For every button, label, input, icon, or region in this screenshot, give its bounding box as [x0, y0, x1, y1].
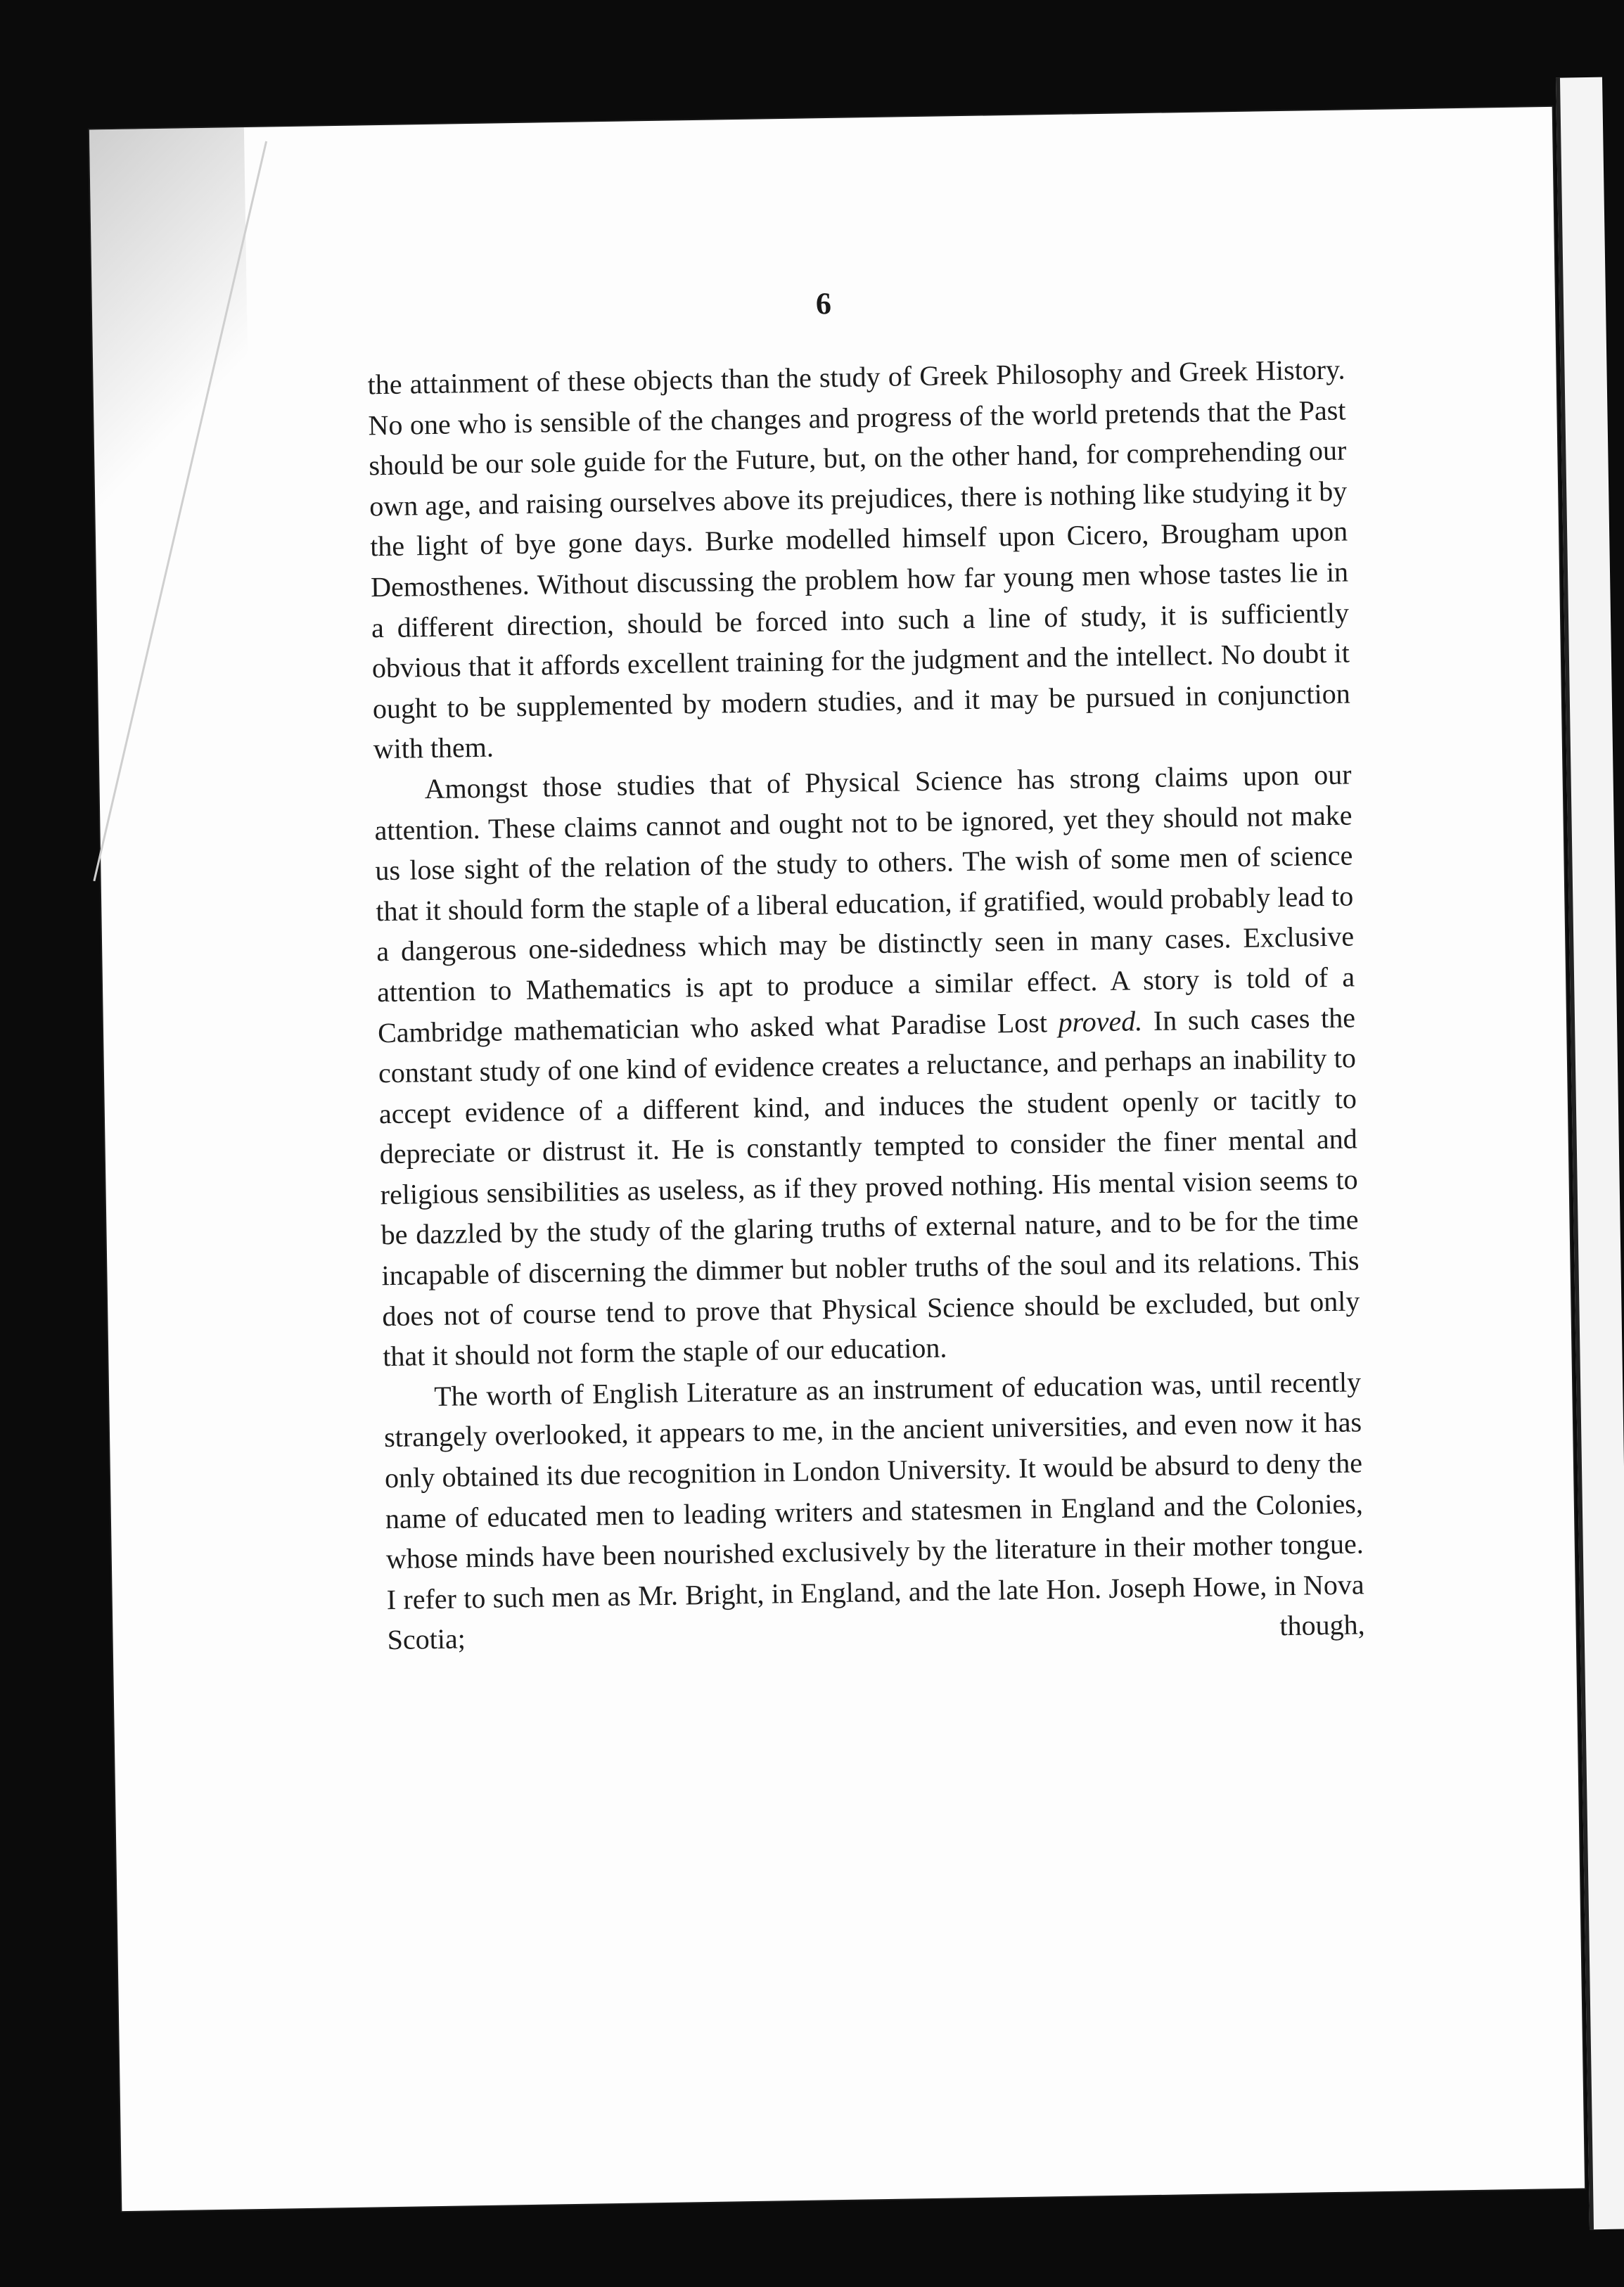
- paragraph-2-part-2: In such cases the constant study of one kind of evidence creates a reluctance, and perhaps an inability to accept evidence of a different kind, and induces the student openly or tacitly to depreciate or distrust it. He is constantly tempted to consider the finer mental and religious sensibilities as useless, as if they proved nothing. His mental vision seems to be dazzled by the study of the glaring truths of external nature, and to be for the time incapable of discerning the dimmer but nobler truths of the soul and its relations. This does not of course tend to prove that Physical Science should be excluded, but only that it should not form the staple of our education.: [378, 1001, 1360, 1373]
- paragraph-1: the attainment of these objects than the study of Greek Philosophy and Greek History. No one who is sensible of the changes and progress of the world pretends that the Past should be our sole guide for the Future, but, on the other hand, for comprehending our own age, and raising ourselves above its prejudices, there is nothing like studying it by the light of bye gone days. Burke modelled himself upon Cicero, Brougham upon Demosthenes. Without discussing the problem how far young men whose tastes lie in a different direction, should be forced into such a line of study, it is sufficiently obvious that it affords excellent training for the judgment and the intellect. No doubt it ought to be supplemented by modern studies, and it may be pursued in conjunction with them.: [367, 353, 1351, 765]
- italic-word-proved: proved.: [1058, 1004, 1143, 1038]
- paragraph-2-part-1: Amongst those studies that of Physical Science has strong claims upon our attention. These claims cannot and ought not to be ignored, yet they should not make us lose sight of the relation of the study to others. The wish of some men of science that it should form the staple of a liberal education, if gratified, would probably lead to a dangerous one-sidedness which may be distinctly seen in many cases. Exclusive attention to Mathematics is apt to produce a similar effect. A story is told of a Cambridge mathematician who asked what Paradise Lost: [374, 758, 1355, 1049]
- scanned-page: [89, 107, 1585, 2211]
- paragraph-2: [373, 754, 1360, 1377]
- page-number: 6: [815, 286, 832, 321]
- body-text: [367, 350, 1365, 1661]
- paragraph-3: The worth of English Literature as an instrument of education was, until recently strangely overlooked, it appears to me, in the ancient universities, and even now it has only obtained its due recognition in London University. It would be absurd to deny the name of educated men to leading writers and statesmen in England and the Colonies, whose minds have been nourished exclusively by the literature in their mother tongue. I refer to such men as Mr. Bright, in England, and the late Hon. Joseph Howe, in Nova Scotia; though,: [383, 1366, 1365, 1656]
